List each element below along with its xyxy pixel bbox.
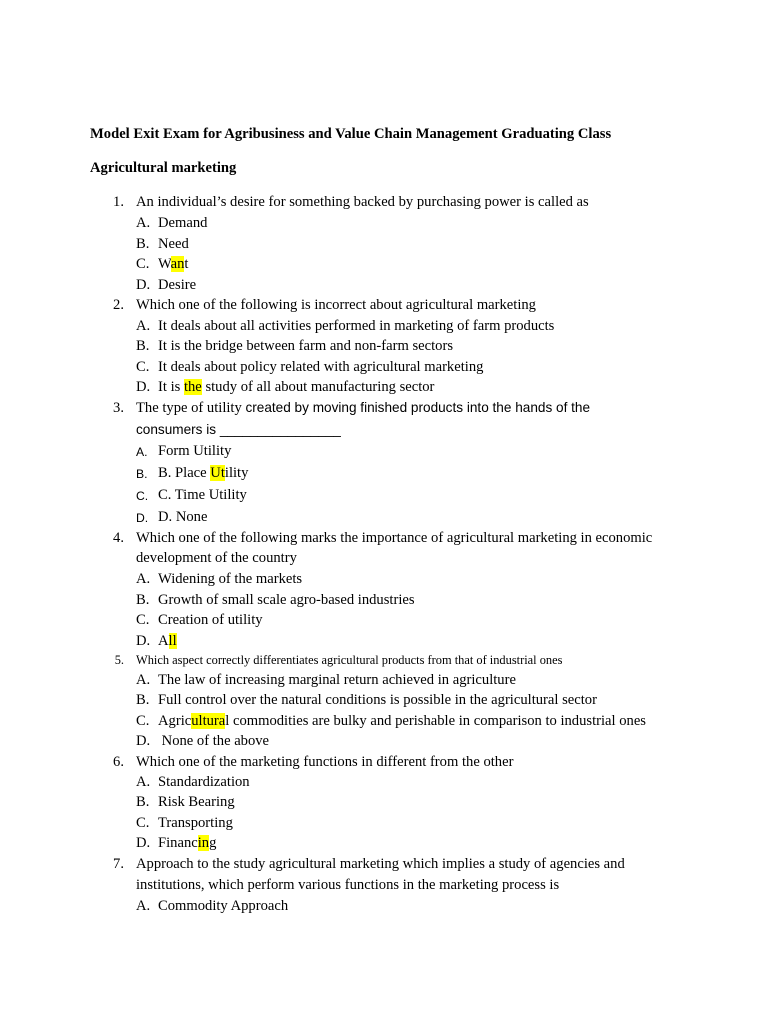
option-text: Demand: [158, 215, 208, 231]
option-letter: A.: [136, 215, 151, 231]
question-text: consumers is ________________: [136, 422, 341, 437]
question-number: 2.: [113, 297, 124, 313]
option-text: Widening of the markets: [158, 571, 303, 587]
question-text: Which aspect correctly differentiates agricultural products from that of industrial ones: [136, 653, 563, 667]
option-text: Full control over the natural conditions is possible in the agricultural sector: [158, 692, 597, 708]
option-text: It deals about policy related with agricultural marketing: [158, 359, 484, 375]
option-letter: C.: [136, 815, 150, 831]
option-letter: B.: [136, 236, 150, 252]
option-letter: A.: [136, 445, 148, 459]
question-number: 3.: [113, 400, 124, 416]
option-text: C. Time Utility: [158, 487, 247, 503]
answer-highlight: ultura: [191, 713, 226, 729]
question-text: The type of utility created by moving finished products into the hands of the: [136, 400, 591, 416]
option-text: Financing: [158, 835, 217, 851]
option-letter: A.: [136, 774, 151, 790]
option-letter: C.: [136, 612, 150, 628]
option-text: It is the bridge between farm and non-farm sectors: [158, 338, 454, 354]
option-letter: C.: [136, 713, 150, 729]
option-letter: C.: [136, 256, 150, 272]
option-letter: A.: [136, 318, 151, 334]
answer-highlight: the: [183, 379, 202, 395]
question-text: Which one of the following is incorrect about agricultural marketing: [136, 297, 536, 313]
document-title: Model Exit Exam for Agribusiness and Value Chain Management Graduating Class: [90, 126, 612, 142]
option-text: None of the above: [158, 733, 270, 749]
option-letter: B.: [136, 692, 150, 708]
question-text: Which one of the following marks the importance of agricultural marketing in economic: [136, 530, 653, 546]
option-letter: D.: [136, 277, 151, 293]
option-letter: D.: [136, 511, 149, 525]
option-letter: C.: [136, 489, 149, 503]
option-text: It is the study of all about manufacturing sector: [158, 379, 435, 395]
answer-highlight: in: [197, 835, 210, 851]
option-text: Transporting: [158, 815, 233, 831]
option-text: Standardization: [158, 774, 250, 790]
option-text: Creation of utility: [158, 612, 263, 628]
option-text: The law of increasing marginal return achieved in agriculture: [158, 672, 516, 688]
question-text: Approach to the study agricultural marketing which implies a study of agencies and: [136, 856, 625, 872]
option-text: Growth of small scale agro-based industries: [158, 592, 415, 608]
section-heading: Agricultural marketing: [90, 160, 237, 176]
question-text: An individual’s desire for something backed by purchasing power is called as: [136, 194, 589, 210]
option-text: Want: [158, 256, 189, 272]
question-text: development of the country: [136, 550, 297, 566]
question-text: Which one of the marketing functions in different from the other: [136, 754, 514, 770]
answer-highlight: ll: [168, 633, 177, 649]
question-text: institutions, which perform various functions in the marketing process is: [136, 877, 560, 893]
option-letter: C.: [136, 359, 150, 375]
question-number: 4.: [113, 530, 124, 546]
question-number: 1.: [113, 194, 124, 210]
option-text: Agricultural commodities are bulky and perishable in comparison to industrial ones: [158, 713, 646, 729]
option-text: It deals about all activities performed in marketing of farm products: [158, 318, 555, 334]
option-letter: A.: [136, 571, 151, 587]
question-number: 5.: [114, 653, 124, 667]
option-letter: D.: [136, 835, 151, 851]
option-text: Need: [158, 236, 189, 252]
option-text: D. None: [158, 509, 208, 525]
option-text: Desire: [158, 277, 197, 293]
option-letter: B.: [136, 467, 148, 481]
option-text: Form Utility: [158, 443, 232, 459]
option-text: All: [158, 633, 177, 649]
question-number: 6.: [113, 754, 124, 770]
option-letter: D.: [136, 379, 151, 395]
answer-highlight: an: [170, 256, 185, 272]
question-number: 7.: [113, 856, 124, 872]
option-letter: A.: [136, 898, 151, 914]
option-letter: D.: [136, 733, 151, 749]
option-letter: B.: [136, 338, 150, 354]
option-text: Risk Bearing: [158, 794, 235, 810]
option-letter: B.: [136, 794, 150, 810]
option-text: Commodity Approach: [158, 898, 289, 914]
option-letter: D.: [136, 633, 151, 649]
option-text: B. Place Utility: [158, 465, 249, 481]
option-letter: B.: [136, 592, 150, 608]
option-letter: A.: [136, 672, 151, 688]
answer-highlight: Ut: [210, 465, 225, 481]
